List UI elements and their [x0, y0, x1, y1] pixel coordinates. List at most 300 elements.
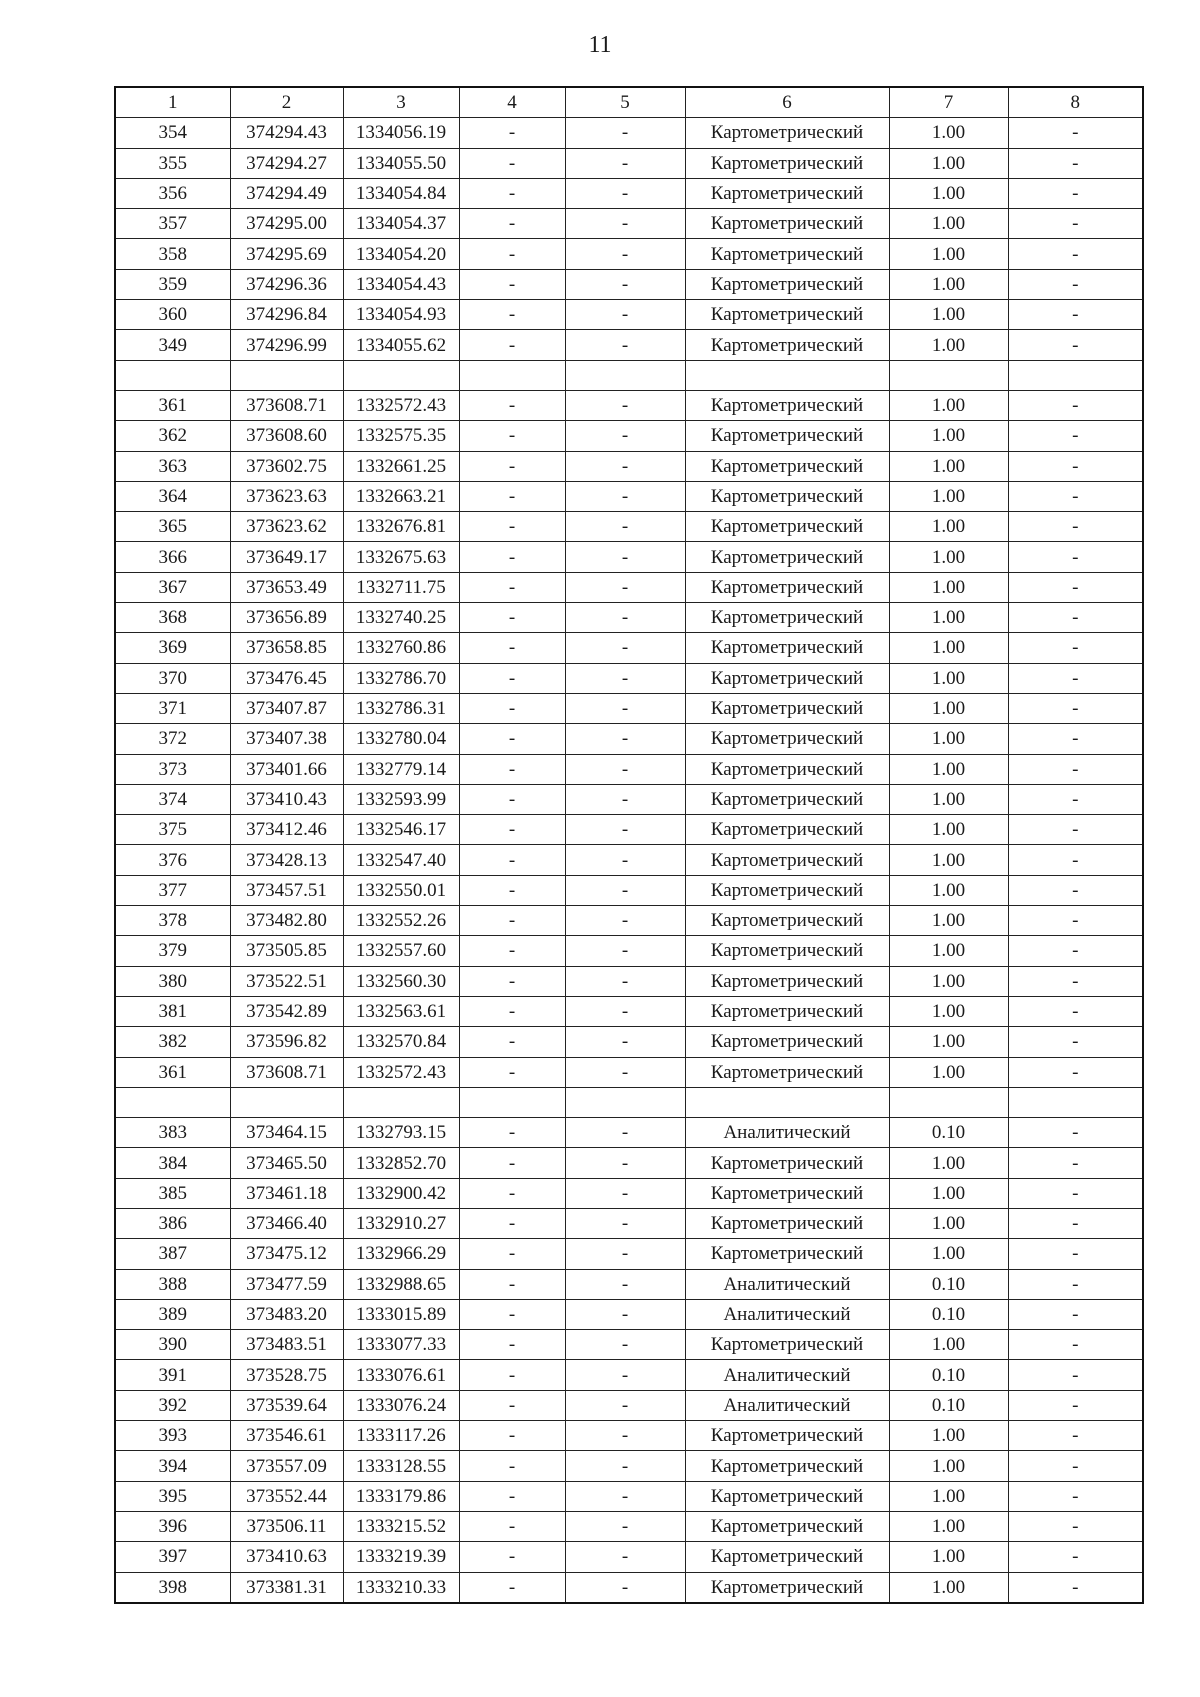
table-cell: 1332740.25	[343, 603, 459, 633]
table-cell: 1334054.43	[343, 269, 459, 299]
table-cell: 373482.80	[230, 906, 343, 936]
table-cell: -	[565, 875, 685, 905]
table-cell: 373623.62	[230, 512, 343, 542]
table-cell: Картометрический	[685, 754, 889, 784]
table-cell: -	[459, 1239, 565, 1269]
table-cell: 373653.49	[230, 572, 343, 602]
table-cell: 1334054.20	[343, 239, 459, 269]
table-cell: -	[459, 1511, 565, 1541]
table-cell: 1332988.65	[343, 1269, 459, 1299]
table-cell: -	[1008, 269, 1143, 299]
table-cell: 1.00	[889, 1572, 1008, 1603]
table-cell: 1.00	[889, 269, 1008, 299]
table-cell: 1.00	[889, 1330, 1008, 1360]
separator-row	[115, 360, 1143, 390]
table-cell: -	[459, 1390, 565, 1420]
table-cell: -	[459, 936, 565, 966]
table-cell: 1.00	[889, 754, 1008, 784]
table-cell: 374294.27	[230, 148, 343, 178]
table-cell: 1.00	[889, 421, 1008, 451]
table-cell	[343, 1087, 459, 1117]
table-row	[115, 1269, 1143, 1299]
table-row	[115, 421, 1143, 451]
table-cell: 373464.15	[230, 1118, 343, 1148]
table-cell: 373649.17	[230, 542, 343, 572]
table-cell: 1332675.63	[343, 542, 459, 572]
table-cell: -	[565, 845, 685, 875]
table-cell: -	[459, 996, 565, 1026]
table-cell: -	[565, 633, 685, 663]
table-cell: -	[1008, 1208, 1143, 1238]
table-row	[115, 1178, 1143, 1208]
table-cell: 386	[115, 1208, 230, 1238]
table-row	[115, 1239, 1143, 1269]
table-cell: 1332557.60	[343, 936, 459, 966]
table-row	[115, 1542, 1143, 1572]
table-cell: -	[565, 209, 685, 239]
table-cell: 380	[115, 966, 230, 996]
table-cell: 373407.87	[230, 693, 343, 723]
table-cell: 1332910.27	[343, 1208, 459, 1238]
table-cell: 373656.89	[230, 603, 343, 633]
table-cell: Картометрический	[685, 845, 889, 875]
table-cell: -	[1008, 330, 1143, 360]
table-cell: 383	[115, 1118, 230, 1148]
table-cell: Картометрический	[685, 633, 889, 663]
table-cell: 1332786.70	[343, 663, 459, 693]
table-cell: -	[565, 300, 685, 330]
table-cell: Картометрический	[685, 209, 889, 239]
table-cell: 1333215.52	[343, 1511, 459, 1541]
table-cell: Картометрический	[685, 966, 889, 996]
table-cell: -	[565, 966, 685, 996]
table-cell: 397	[115, 1542, 230, 1572]
table-cell: -	[565, 1299, 685, 1329]
table-cell: -	[565, 1330, 685, 1360]
table-cell: -	[1008, 1299, 1143, 1329]
table-cell: Картометрический	[685, 481, 889, 511]
table-cell: 387	[115, 1239, 230, 1269]
table-cell: -	[1008, 1451, 1143, 1481]
table-cell	[343, 360, 459, 390]
table-cell: 1.00	[889, 724, 1008, 754]
table-cell: Картометрический	[685, 1027, 889, 1057]
table-cell: Картометрический	[685, 269, 889, 299]
table-cell: -	[565, 906, 685, 936]
column-header: 6	[685, 87, 889, 118]
table-cell: 1.00	[889, 148, 1008, 178]
table-cell: 363	[115, 451, 230, 481]
table-cell: 1.00	[889, 209, 1008, 239]
table-cell: -	[459, 906, 565, 936]
table-cell: 1332563.61	[343, 996, 459, 1026]
table-cell: -	[459, 1542, 565, 1572]
table-row	[115, 663, 1143, 693]
table-cell: -	[1008, 542, 1143, 572]
table-cell: 373410.43	[230, 784, 343, 814]
table-row	[115, 875, 1143, 905]
table-cell: 1.00	[889, 542, 1008, 572]
table-cell: -	[459, 633, 565, 663]
table-cell: 373476.45	[230, 663, 343, 693]
table-cell: 392	[115, 1390, 230, 1420]
table-cell	[889, 1087, 1008, 1117]
table-cell: 373483.51	[230, 1330, 343, 1360]
table-cell: 373457.51	[230, 875, 343, 905]
table-cell: 0.10	[889, 1118, 1008, 1148]
table-cell: 1.00	[889, 1451, 1008, 1481]
table-cell: 385	[115, 1178, 230, 1208]
table-cell: -	[565, 1451, 685, 1481]
table-cell: 1.00	[889, 178, 1008, 208]
table-cell: 349	[115, 330, 230, 360]
table-cell: 1.00	[889, 239, 1008, 269]
table-cell: -	[1008, 451, 1143, 481]
table-cell: -	[459, 300, 565, 330]
table-cell: 1333076.61	[343, 1360, 459, 1390]
table-cell: -	[565, 239, 685, 269]
table-row	[115, 512, 1143, 542]
table-cell: -	[1008, 1360, 1143, 1390]
table-cell: Картометрический	[685, 239, 889, 269]
table-cell: -	[1008, 784, 1143, 814]
table-cell: 396	[115, 1511, 230, 1541]
table-cell: -	[565, 1572, 685, 1603]
table-cell: 1334054.84	[343, 178, 459, 208]
table-cell: -	[1008, 512, 1143, 542]
table-row	[115, 118, 1143, 148]
table-cell: 369	[115, 633, 230, 663]
table-cell: 367	[115, 572, 230, 602]
table-cell: 373428.13	[230, 845, 343, 875]
table-cell: 1.00	[889, 451, 1008, 481]
table-cell: 1332572.43	[343, 390, 459, 420]
table-cell: 0.10	[889, 1299, 1008, 1329]
table-cell: 373608.71	[230, 1057, 343, 1087]
table-cell: 1333219.39	[343, 1542, 459, 1572]
table-cell: -	[459, 815, 565, 845]
table-cell: -	[1008, 1118, 1143, 1148]
table-cell: 1332552.26	[343, 906, 459, 936]
table-cell: 373658.85	[230, 633, 343, 663]
table-cell: Картометрический	[685, 1178, 889, 1208]
table-cell: -	[459, 845, 565, 875]
table-cell: 374296.84	[230, 300, 343, 330]
table-row	[115, 209, 1143, 239]
table-cell: -	[565, 784, 685, 814]
table-cell: -	[1008, 1178, 1143, 1208]
table-row	[115, 269, 1143, 299]
table-cell	[459, 1087, 565, 1117]
table-row	[115, 178, 1143, 208]
table-row	[115, 1148, 1143, 1178]
table-cell: Картометрический	[685, 178, 889, 208]
table-cell: -	[459, 1572, 565, 1603]
table-cell: Картометрический	[685, 1542, 889, 1572]
table-cell: -	[1008, 1148, 1143, 1178]
table-cell: 373608.71	[230, 390, 343, 420]
table-cell	[565, 1087, 685, 1117]
table-cell: 374295.00	[230, 209, 343, 239]
table-cell: 388	[115, 1269, 230, 1299]
table-cell: -	[459, 1269, 565, 1299]
table-cell: Картометрический	[685, 421, 889, 451]
table-cell: 1.00	[889, 1148, 1008, 1178]
table-cell: 1.00	[889, 936, 1008, 966]
table-cell: 1334054.37	[343, 209, 459, 239]
page-number: 11	[588, 32, 612, 58]
table-cell	[230, 360, 343, 390]
table-cell: 366	[115, 542, 230, 572]
table-cell: -	[459, 542, 565, 572]
table-cell: -	[1008, 1542, 1143, 1572]
table-row	[115, 1572, 1143, 1603]
column-header: 5	[565, 87, 685, 118]
table-cell: Картометрический	[685, 663, 889, 693]
table-row	[115, 1330, 1143, 1360]
table-cell: -	[1008, 845, 1143, 875]
table-cell: 1.00	[889, 1027, 1008, 1057]
table-cell: 357	[115, 209, 230, 239]
column-header: 8	[1008, 87, 1143, 118]
table-cell: 1.00	[889, 1421, 1008, 1451]
table-cell	[1008, 360, 1143, 390]
table-cell: -	[459, 421, 565, 451]
table-cell: -	[459, 330, 565, 360]
table-cell: 1332572.43	[343, 1057, 459, 1087]
table-cell: Картометрический	[685, 1572, 889, 1603]
table-cell: -	[565, 1057, 685, 1087]
table-cell	[685, 1087, 889, 1117]
table-cell: -	[565, 754, 685, 784]
table-cell: Картометрический	[685, 1451, 889, 1481]
table-row	[115, 815, 1143, 845]
table-row	[115, 1208, 1143, 1238]
table-row	[115, 1511, 1143, 1541]
column-header: 1	[115, 87, 230, 118]
table-cell: -	[1008, 996, 1143, 1026]
table-cell: 373552.44	[230, 1481, 343, 1511]
table-cell: Картометрический	[685, 572, 889, 602]
column-header: 3	[343, 87, 459, 118]
table-cell: 395	[115, 1481, 230, 1511]
table-cell: 1.00	[889, 1511, 1008, 1541]
table-row	[115, 542, 1143, 572]
table-cell: -	[1008, 1239, 1143, 1269]
table-cell: -	[459, 209, 565, 239]
table-cell: 374296.36	[230, 269, 343, 299]
table-cell: 1.00	[889, 633, 1008, 663]
table-cell: -	[565, 693, 685, 723]
table-cell: 375	[115, 815, 230, 845]
table-cell: -	[1008, 572, 1143, 602]
table-cell: Картометрический	[685, 300, 889, 330]
table-cell: 373522.51	[230, 966, 343, 996]
table-cell: 1.00	[889, 1178, 1008, 1208]
table-row	[115, 330, 1143, 360]
table-cell: 1332779.14	[343, 754, 459, 784]
table-row	[115, 1451, 1143, 1481]
table-cell: 373528.75	[230, 1360, 343, 1390]
table-cell: Картометрический	[685, 815, 889, 845]
table-cell: Картометрический	[685, 512, 889, 542]
table-cell: 1.00	[889, 693, 1008, 723]
table-cell: 373461.18	[230, 1178, 343, 1208]
table-cell: 1333015.89	[343, 1299, 459, 1329]
table-cell: 1333179.86	[343, 1481, 459, 1511]
table-cell: 381	[115, 996, 230, 1026]
table-cell: 1.00	[889, 300, 1008, 330]
table-cell: Картометрический	[685, 1511, 889, 1541]
table-cell: -	[459, 966, 565, 996]
table-cell: -	[459, 148, 565, 178]
table-row	[115, 1360, 1143, 1390]
table-cell: 1.00	[889, 966, 1008, 996]
table-row	[115, 754, 1143, 784]
table-cell: 358	[115, 239, 230, 269]
table-cell: -	[1008, 239, 1143, 269]
table-cell: -	[459, 1481, 565, 1511]
table-cell: -	[459, 239, 565, 269]
table-cell: -	[1008, 481, 1143, 511]
table-cell: -	[459, 269, 565, 299]
table-cell: -	[459, 572, 565, 602]
column-header: 7	[889, 87, 1008, 118]
table-cell: 1.00	[889, 996, 1008, 1026]
table-cell: -	[459, 663, 565, 693]
table-cell	[685, 360, 889, 390]
separator-row	[115, 1087, 1143, 1117]
table-cell: -	[1008, 754, 1143, 784]
table-cell: 1332852.70	[343, 1148, 459, 1178]
table-cell: -	[565, 330, 685, 360]
table-cell: 389	[115, 1299, 230, 1329]
table-cell	[230, 1087, 343, 1117]
table-cell: -	[565, 1178, 685, 1208]
table-cell: 373505.85	[230, 936, 343, 966]
table-cell: 364	[115, 481, 230, 511]
table-cell: -	[565, 1269, 685, 1299]
table-cell: -	[565, 512, 685, 542]
table-cell: 373410.63	[230, 1542, 343, 1572]
table-cell: -	[565, 1148, 685, 1178]
table-cell: -	[1008, 1269, 1143, 1299]
table-row	[115, 572, 1143, 602]
table-cell: Картометрический	[685, 1057, 889, 1087]
column-header: 4	[459, 87, 565, 118]
table-cell: -	[565, 724, 685, 754]
table-cell	[889, 360, 1008, 390]
table-row	[115, 1421, 1143, 1451]
table-cell: 1.00	[889, 1057, 1008, 1087]
table-cell: -	[459, 451, 565, 481]
table-cell: 1333077.33	[343, 1330, 459, 1360]
table-cell: 1.00	[889, 663, 1008, 693]
table-cell: -	[459, 1178, 565, 1208]
table-cell: -	[459, 784, 565, 814]
table-row	[115, 239, 1143, 269]
table-row	[115, 1299, 1143, 1329]
table-cell: 379	[115, 936, 230, 966]
table-cell: 1332663.21	[343, 481, 459, 511]
table-cell: 0.10	[889, 1360, 1008, 1390]
table-row	[115, 966, 1143, 996]
table-cell: 374294.49	[230, 178, 343, 208]
table-row	[115, 1481, 1143, 1511]
table-cell: 1.00	[889, 784, 1008, 814]
table-cell: -	[1008, 209, 1143, 239]
table-cell: Картометрический	[685, 118, 889, 148]
table-cell: 1.00	[889, 481, 1008, 511]
table-cell: -	[459, 512, 565, 542]
table-cell: -	[565, 1118, 685, 1148]
table-cell: 373546.61	[230, 1421, 343, 1451]
table-cell: -	[565, 269, 685, 299]
table-cell: 373506.11	[230, 1511, 343, 1541]
table-cell: 1.00	[889, 845, 1008, 875]
table-cell: 373596.82	[230, 1027, 343, 1057]
table-cell: -	[459, 754, 565, 784]
table-cell: 1.00	[889, 906, 1008, 936]
column-header: 2	[230, 87, 343, 118]
table-cell: 1334055.50	[343, 148, 459, 178]
table-cell: Картометрический	[685, 936, 889, 966]
table-cell: 1332550.01	[343, 875, 459, 905]
table-cell: 365	[115, 512, 230, 542]
table-cell: -	[1008, 1330, 1143, 1360]
table-cell: 0.10	[889, 1390, 1008, 1420]
table-cell: 1.00	[889, 875, 1008, 905]
table-cell: Аналитический	[685, 1118, 889, 1148]
table-cell: Картометрический	[685, 390, 889, 420]
table-row	[115, 845, 1143, 875]
table-cell: -	[565, 663, 685, 693]
table-cell: -	[565, 178, 685, 208]
table-cell: 371	[115, 693, 230, 723]
table-cell: 373465.50	[230, 1148, 343, 1178]
table-cell: -	[1008, 1481, 1143, 1511]
table-cell: 393	[115, 1421, 230, 1451]
table-cell: 361	[115, 390, 230, 420]
table-cell: Картометрический	[685, 996, 889, 1026]
table-cell: 368	[115, 603, 230, 633]
table-cell: -	[459, 390, 565, 420]
table-cell: 359	[115, 269, 230, 299]
table-row	[115, 1057, 1143, 1087]
table-cell: 1332547.40	[343, 845, 459, 875]
table-cell: -	[459, 875, 565, 905]
table-cell: -	[1008, 936, 1143, 966]
table-cell: 374295.69	[230, 239, 343, 269]
table-cell: -	[565, 421, 685, 451]
table-cell: 1.00	[889, 1481, 1008, 1511]
table-cell: -	[565, 1511, 685, 1541]
table-cell: 1.00	[889, 512, 1008, 542]
table-cell: -	[565, 1027, 685, 1057]
table-cell: 373477.59	[230, 1269, 343, 1299]
table-cell: -	[565, 148, 685, 178]
table-cell: 394	[115, 1451, 230, 1481]
table-cell: -	[565, 1390, 685, 1420]
table-cell: -	[1008, 693, 1143, 723]
table-row	[115, 148, 1143, 178]
table-cell: 376	[115, 845, 230, 875]
table-cell: 373557.09	[230, 1451, 343, 1481]
table-cell: 377	[115, 875, 230, 905]
table-cell: Картометрический	[685, 724, 889, 754]
table-cell: Аналитический	[685, 1299, 889, 1329]
table-cell: Картометрический	[685, 1481, 889, 1511]
